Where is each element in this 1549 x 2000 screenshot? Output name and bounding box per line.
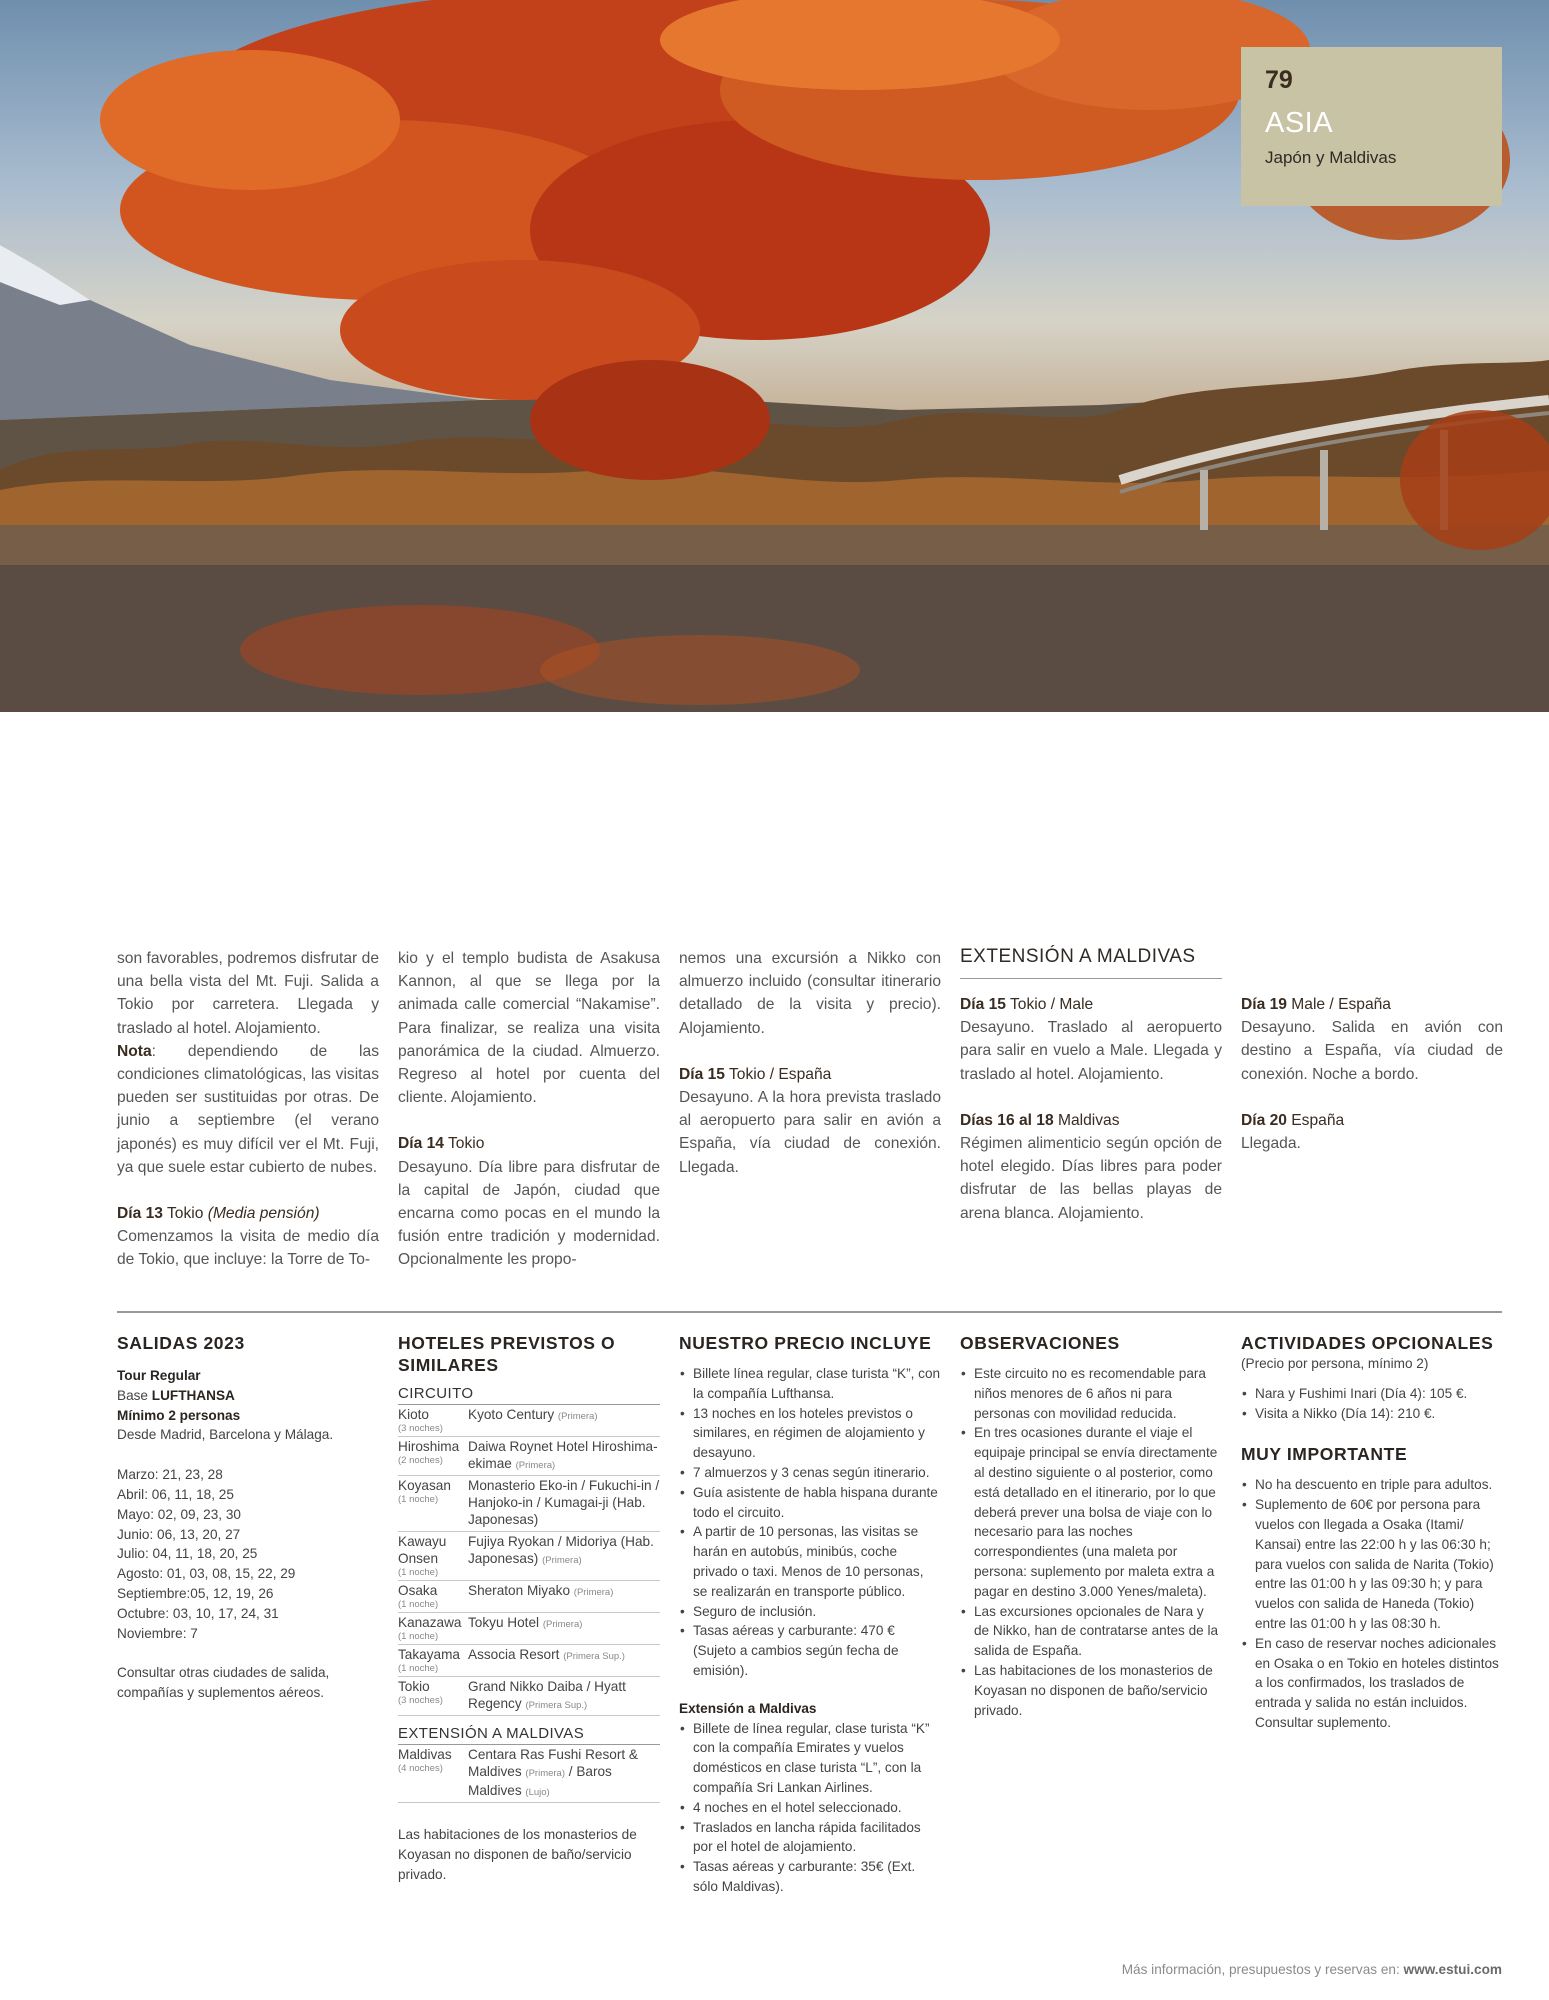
base-airline: LUFTHANSA xyxy=(151,1387,235,1403)
actividades-title: ACTIVIDADES OPCIONALES xyxy=(1241,1333,1494,1353)
hotel-city: Hiroshima xyxy=(398,1439,460,1454)
day-number: Día 20 xyxy=(1241,1111,1287,1129)
hotel-city: Maldivas xyxy=(398,1747,452,1762)
base-label: Base xyxy=(117,1387,152,1403)
hotel-nights: (2 noches) xyxy=(398,1455,443,1466)
departure-date-line: Agosto: 01, 03, 08, 15, 22, 29 xyxy=(117,1566,296,1582)
hotel-city: Kioto xyxy=(398,1407,429,1422)
observacion-item: • Las habitaciones de los monasterios de Koyasan no disponen de baño/servicio privado. xyxy=(960,1661,1222,1720)
hotel-table xyxy=(398,1405,660,1716)
page-badge xyxy=(1241,47,1502,206)
day-city: España xyxy=(1286,1111,1345,1129)
day-text: Régimen alimenticio según opción de hotel elegido. Días libres para poder disfrutar de las bellas playas de arena blanca. Alojamiento. xyxy=(960,1135,1222,1222)
hotel-row xyxy=(398,1613,660,1645)
hotel-name: Tokyu Hotel xyxy=(468,1615,540,1630)
hotel-ext-label: EXTENSIÓN A MALDIVAS xyxy=(398,1724,660,1745)
hotel-name: Daiwa Roynet Hotel Hiroshima-ekimae xyxy=(468,1439,658,1471)
desde: Desde Madrid, Barcelona y Málaga. xyxy=(117,1427,334,1443)
observaciones-section xyxy=(960,1332,1222,1720)
day-text: Desayuno. Traslado al aeropuerto para salir en vuelo a Male. Llegada y traslado al hotel. Alojamiento. xyxy=(960,1019,1222,1083)
hotel-name: Centara Ras Fushi Resort & Maldives xyxy=(468,1747,638,1779)
departure-date-line: Noviembre: 7 xyxy=(117,1625,198,1641)
departure-dates xyxy=(117,1465,379,1643)
day-city: Tokio xyxy=(443,1135,485,1153)
section-divider xyxy=(117,1311,1502,1313)
hoteles-title: HOTELES PREVISTOS O SIMILARES xyxy=(398,1333,616,1375)
departure-date-line: Junio: 06, 13, 20, 27 xyxy=(117,1526,241,1542)
itinerary-column-4 xyxy=(960,993,1222,1225)
hotel-category: (Primera) xyxy=(515,1460,556,1471)
note-label: Nota xyxy=(117,1042,152,1060)
bridge-pillar xyxy=(1200,470,1208,530)
departure-date-line: Octubre: 03, 10, 17, 24, 31 xyxy=(117,1605,279,1621)
actividad-item: • Nara y Fushimi Inari (Día 4): 105 €. xyxy=(1241,1384,1503,1404)
itinerary-text: nemos una excursión a Nikko con almuerzo incluido (consultar itinerario detallado de la visita y precio). Alojamiento. xyxy=(679,950,941,1037)
region-title: ASIA xyxy=(1265,107,1334,139)
day-number: Día 15 xyxy=(960,996,1006,1013)
day-number: Días 16 al 18 xyxy=(960,1111,1054,1129)
hotel-row-maldivas xyxy=(398,1745,660,1803)
day-city: Tokio / España xyxy=(724,1065,832,1083)
precio-list xyxy=(679,1364,941,1681)
day-text: Desayuno. Salida en avión con destino a España, vía ciudad de conexión. Noche a bordo. xyxy=(1241,1019,1503,1083)
importante-item: • En caso de reservar noches adicionales en Osaka o en Tokio en hoteles distintos a los confirmados, los traslados de entrada y salida no están incluidos. Consultar suplemento. xyxy=(1241,1634,1503,1733)
hotel-name: Monasterio Eko-in / Fukuchi-in / Hanjoko-in / Kumagai-ji (Hab. Japonesas) xyxy=(468,1478,660,1527)
precio-item: • 7 almuerzos y 3 cenas según itinerario. xyxy=(679,1463,941,1483)
precio-item: • Guía asistente de habla hispana durante todo el circuito. xyxy=(679,1483,941,1523)
hotel-nights: (3 noches) xyxy=(398,1423,443,1434)
hotel-category: (Primera) xyxy=(557,1411,598,1422)
precio-item: • A partir de 10 personas, las visitas se harán en autobús, minibús, coche privado o taxi. Menos de 10 personas, se realizarán en transporte público. xyxy=(679,1522,941,1601)
hotel-row xyxy=(398,1437,660,1476)
hotel-category: (Primera) xyxy=(542,1619,583,1630)
precio-ext-item: • Billete de línea regular, clase turista “K” con la compañía Emirates y vuelos domésticos en clase turista “L”, con la compañía Sri Lankan Airlines. xyxy=(679,1719,941,1798)
day-number: Día 14 xyxy=(398,1135,444,1153)
departure-date-line: Septiembre:05, 12, 19, 26 xyxy=(117,1585,274,1601)
observacion-item: • Este circuito no es recomendable para niños menores de 6 años ni para personas con movilidad reducida. xyxy=(960,1364,1222,1423)
hotel-city: Kawayu Onsen xyxy=(398,1534,447,1566)
actividades-list xyxy=(1241,1384,1503,1424)
consultar-note: Consultar otras ciudades de salida, compañías y suplementos aéreos. xyxy=(117,1665,330,1701)
hotel-category: (Primera) xyxy=(573,1587,614,1598)
departure-date-line: Mayo: 02, 09, 23, 30 xyxy=(117,1506,241,1522)
hotel-category: (Primera Sup.) xyxy=(563,1651,625,1662)
day-number: Día 15 xyxy=(679,1065,725,1083)
precio-item: • Seguro de inclusión. xyxy=(679,1602,941,1622)
departure-date-line: Marzo: 21, 23, 28 xyxy=(117,1467,223,1483)
importante-item: • Suplemento de 60€ por persona para vuelos con llegada a Osaka (Itami/ Kansai) entre las 22:00 h y las 06:30 h; para vuelos con salida de Narita (Tokio) entre las 01:00 h y las 09:30 h; y para vuelos con salida de Haneda (Tokio) entre las 01:00 h y las 08:30 h. xyxy=(1241,1495,1503,1634)
hotel-name: Sheraton Miyako xyxy=(468,1583,571,1598)
hotel-name: Fujiya Ryokan / Midoriya (Hab. Japonesas) xyxy=(468,1534,654,1566)
precio-ext-list xyxy=(679,1719,941,1897)
day-heading xyxy=(117,1202,379,1225)
precio-item: • 13 noches en los hoteles previstos o similares, en régimen de alojamiento y desayuno. xyxy=(679,1404,941,1463)
page-number: 79 xyxy=(1265,66,1293,94)
hotel-city: Kanazawa xyxy=(398,1615,462,1630)
hotel-name-2: / Baros Maldives xyxy=(468,1764,612,1798)
itinerary-column-2 xyxy=(398,947,660,1272)
note-text: : dependiendo de las condiciones climatológicas, las visitas pueden ser sustituidas por otras. De junio a septiembre (el verano japonés) es muy difícil ver el Mt. Fuji, ya que suele estar cubierto de nubes. xyxy=(117,1042,379,1176)
day-city: Male / España xyxy=(1286,996,1391,1013)
precio-ext-item: • Tasas aéreas y carburante: 35€ (Ext. sólo Maldivas). xyxy=(679,1857,941,1897)
hotel-nights: (1 noche) xyxy=(398,1631,439,1642)
hoteles-note: Las habitaciones de los monasterios de Koyasan no disponen de baño/servicio privado. xyxy=(398,1827,637,1882)
importante-item: • No ha descuento en triple para adultos. xyxy=(1241,1475,1503,1495)
hotel-category: (Primera Sup.) xyxy=(525,1700,588,1711)
departure-date-line: Julio: 04, 11, 18, 20, 25 xyxy=(117,1546,258,1562)
actividad-item: • Visita a Nikko (Día 14): 210 €. xyxy=(1241,1404,1503,1424)
precio-ext-title: Extensión a Maldivas xyxy=(679,1700,817,1716)
importante-list xyxy=(1241,1475,1503,1732)
observacion-item: • Las excursiones opcionales de Nara y de Nikko, han de contratarse antes de la salida de España. xyxy=(960,1602,1222,1661)
hotel-nights: (1 noche) xyxy=(398,1567,439,1578)
hotel-row xyxy=(398,1476,660,1532)
observacion-item: • En tres ocasiones durante el viaje el equipaje principal se envía directamente al destino siguiente o al posterior, como está detallado en el itinerario, por lo que deberá prever una bolsa de viaje con lo necesario para las noches correspondientes (una maleta por persona: suplemento por maleta extra a pagar en destino 3.000 Yenes/maleta). xyxy=(960,1423,1222,1601)
hotel-nights: (3 noches) xyxy=(398,1695,443,1706)
hotel-name: Associa Resort xyxy=(468,1647,560,1662)
precio-ext-item: • Traslados en lancha rápida facilitados por el hotel de alojamiento. xyxy=(679,1818,941,1858)
hotel-category: (Primera) xyxy=(525,1768,566,1779)
hero-image xyxy=(0,0,1549,712)
hotel-nights: (1 noche) xyxy=(398,1663,439,1674)
actividades-subtitle: (Precio por persona, mínimo 2) xyxy=(1241,1356,1429,1371)
precio-item: • Tasas aéreas y carburante: 470 € (Sujeto a cambios según fecha de emisión). xyxy=(679,1621,941,1680)
actividades-section xyxy=(1241,1332,1503,1733)
footer-text: Más información, presupuestos y reservas en: xyxy=(1121,1962,1404,1977)
hotel-nights: (4 noches) xyxy=(398,1763,443,1774)
importante-title: MUY IMPORTANTE xyxy=(1241,1444,1408,1465)
salidas-title: SALIDAS 2023 xyxy=(117,1333,245,1353)
hotel-nights: (1 noche) xyxy=(398,1599,439,1610)
day-text: Llegada. xyxy=(1241,1135,1301,1153)
hotel-category-2: (Lujo) xyxy=(525,1787,550,1798)
region-subtitle: Japón y Maldivas xyxy=(1265,148,1397,167)
day-number: Día 13 xyxy=(117,1205,163,1223)
precio-item: • Billete línea regular, clase turista “K”, con la compañía Lufthansa. xyxy=(679,1364,941,1404)
hotel-category: (Primera) xyxy=(542,1555,582,1566)
hotel-row xyxy=(398,1581,660,1613)
leaf-reflection-2 xyxy=(540,635,860,705)
hotel-name: Grand Nikko Daiba / Hyatt Regency xyxy=(468,1679,626,1711)
day-heading xyxy=(1241,1109,1503,1132)
day-city: Tokio / Male xyxy=(1005,996,1094,1013)
base-line xyxy=(117,1386,379,1406)
itinerary-column-3 xyxy=(679,947,941,1179)
note-paragraph xyxy=(117,1040,379,1179)
day-heading xyxy=(960,993,1222,1016)
hotel-city: Koyasan xyxy=(398,1478,451,1493)
hotel-nights: (1 noche) xyxy=(398,1494,439,1505)
observaciones-title: OBSERVACIONES xyxy=(960,1333,1120,1353)
precio-ext-item: • 4 noches en el hotel seleccionado. xyxy=(679,1798,941,1818)
itinerary-column-5 xyxy=(1241,993,1503,1155)
minimo: Mínimo 2 personas xyxy=(117,1407,241,1423)
footer-website-link[interactable]: www.estui.com xyxy=(1403,1962,1502,1977)
day-heading xyxy=(398,1132,660,1155)
day-city: Maldivas xyxy=(1053,1111,1120,1129)
day-text: Desayuno. Día libre para disfrutar de la capital de Japón, ciudad que encarna como pocas en el mundo la fusión entre tradición y modernidad. Opcionalmente les propo- xyxy=(398,1158,660,1269)
day-heading xyxy=(1241,993,1503,1016)
itinerary-text: kio y el templo budista de Asakusa Kannon, al que se llega por la animada calle comercial “Nakamise”. Para finalizar, se realiza una visita panorámica de la ciudad. Almuerzo. Regreso al hotel por cuenta del cliente. Alojamiento. xyxy=(398,950,660,1107)
observaciones-list xyxy=(960,1364,1222,1720)
hotel-city: Tokio xyxy=(398,1679,430,1694)
day-text: Comenzamos la visita de medio día de Tokio, que incluye: la Torre de To- xyxy=(117,1228,379,1269)
day-city: Tokio xyxy=(162,1205,208,1223)
extension-title: EXTENSIÓN A MALDIVAS xyxy=(960,946,1222,979)
hotel-city: Osaka xyxy=(398,1583,438,1598)
lake-reflection xyxy=(0,525,1549,565)
day-number: Día 19 xyxy=(1241,996,1287,1013)
hoteles-section xyxy=(398,1332,660,1884)
circuito-label: CIRCUITO xyxy=(398,1384,660,1405)
hotel-row xyxy=(398,1645,660,1677)
hotel-row xyxy=(398,1532,660,1581)
salidas-section xyxy=(117,1332,379,1703)
day-heading xyxy=(679,1063,941,1086)
precio-section xyxy=(679,1332,941,1897)
bridge-pillar-2 xyxy=(1320,450,1328,530)
day-heading xyxy=(960,1109,1222,1132)
itinerary-text: son favorables, podremos disfrutar de una bella vista del Mt. Fuji. Salida a Tokio por carretera. Llegada y traslado al hotel. Alojamiento. xyxy=(117,950,379,1037)
tour-type: Tour Regular xyxy=(117,1368,201,1383)
itinerary-column-1 xyxy=(117,947,379,1272)
footer xyxy=(1122,1962,1502,1977)
hotel-name: Kyoto Century xyxy=(468,1407,555,1422)
hotel-row xyxy=(398,1677,660,1716)
hotel-city: Takayama xyxy=(398,1647,460,1662)
day-text: Desayuno. A la hora prevista traslado al aeropuerto para salir en avión a España, vía ciudad de conexión. Llegada. xyxy=(679,1089,941,1176)
day-meal: (Media pensión) xyxy=(207,1205,320,1223)
departure-date-line: Abril: 06, 11, 18, 25 xyxy=(117,1486,234,1502)
precio-title: NUESTRO PRECIO INCLUYE xyxy=(679,1333,932,1353)
leaf-reflection xyxy=(240,605,600,695)
hotel-row xyxy=(398,1405,660,1437)
